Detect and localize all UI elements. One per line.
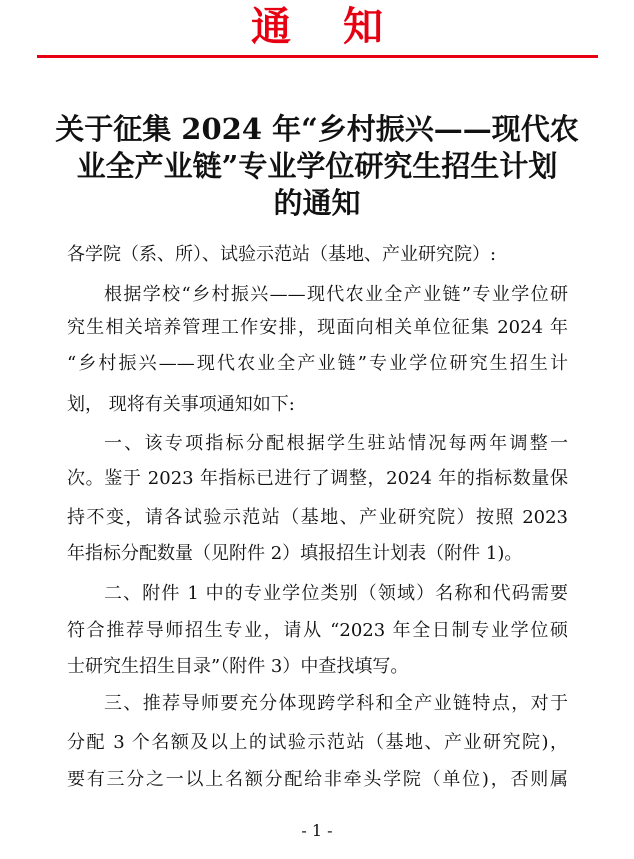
paragraph-4-line-2: 分配 3 个名额及以上的试验示范站（基地、产业研究院)， (67, 732, 568, 753)
page-number: - 1 - (301, 821, 333, 840)
paragraph-1-line-3: “乡村振兴——现代农业全产业链”专业学位研究生招生计 (67, 353, 568, 374)
paragraph-1-line-4: 划， 现将有关事项通知如下: (67, 394, 295, 415)
paragraph-1-line-1: 根据学校“乡村振兴——现代农业全产业链”专业学位研 (104, 284, 568, 305)
paragraph-2-line-3: 持不变，请各试验示范站（基地、产业研究院）按照 2023 (67, 507, 568, 528)
header-divider (37, 55, 598, 58)
paragraph-2-line-4: 年指标分配数量（见附件 2）填报招生计划表（附件 1)。 (67, 543, 523, 564)
document-title-line-3: 的通知 (273, 186, 361, 220)
paragraph-4-line-1: 三、推荐导师要充分体现跨学科和全产业链特点，对于 (104, 693, 568, 714)
paragraph-1-line-2: 究生相关培养管理工作安排，现面向相关单位征集 2024 年 (67, 317, 568, 338)
document-title-line-1: 关于征集 2024 年“乡村振兴——现代农 (55, 112, 579, 146)
salutation: 各学院（系、所）、试验示范站（基地、产业研究院）: (67, 244, 497, 265)
paragraph-3-line-3: 士研究生招生目录”（附件 3）中查找填写。 (67, 656, 409, 677)
paragraph-2-line-2: 次。鉴于 2023 年指标已进行了调整，2024 年的指标数量保 (67, 468, 568, 489)
paragraph-3-line-2: 符合推荐导师招生专业，请从 “2023 年全日制专业学位硕 (67, 620, 568, 641)
paragraph-2-line-1: 一、该专项指标分配根据学生驻站情况每两年调整一 (104, 433, 568, 454)
paragraph-3-line-1: 二、附件 1 中的专业学位类别（领域）名称和代码需要 (104, 583, 568, 604)
document-title-line-2: 业全产业链”专业学位研究生招生计划 (76, 149, 558, 183)
notice-header-title: 通知 (251, 4, 435, 50)
paragraph-4-line-3: 要有三分之一以上名额分配给非牵头学院（单位)，否则属 (67, 769, 568, 790)
